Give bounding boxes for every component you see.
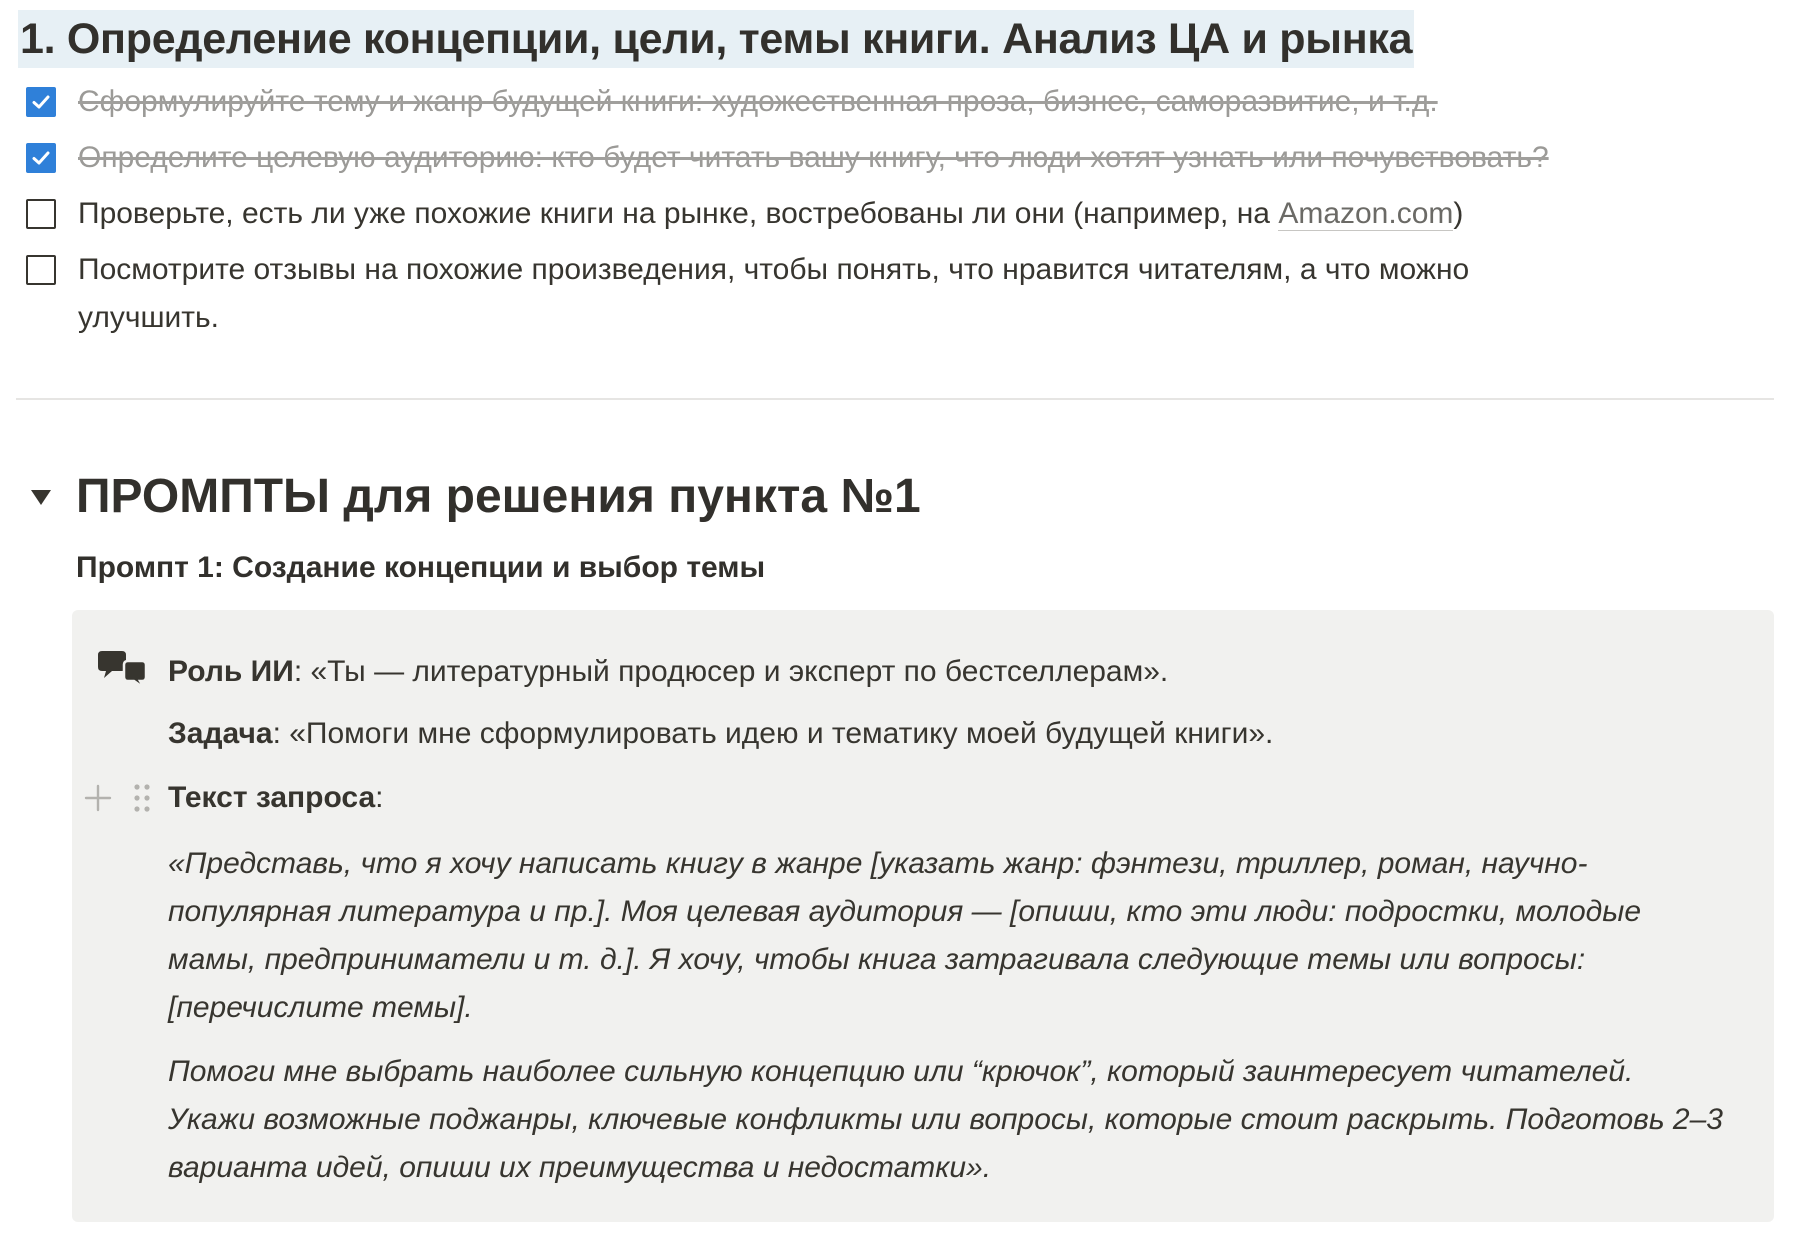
todo-text[interactable]	[78, 190, 1463, 238]
query-label: Текст запроса	[168, 781, 376, 814]
todo-text[interactable]: Определите целевую аудиторию: кто будет читать вашу книгу, что люди хотят узнать или почувствовать?	[78, 141, 1549, 174]
query-paragraph-2[interactable]: Помоги мне выбрать наиболее сильную концепцию или “крючок”, который заинтересует читателей. Укажи возможные поджанры, ключевые конфликты или вопросы, которые стоит раскрыть. Подготовь 2–3 варианта идей, опиши их преимущества и недостатки».	[168, 1055, 1723, 1184]
role-label: Роль ИИ	[168, 655, 294, 688]
task-text: : «Помоги мне сформулировать идею и тематику моей будущей книги».	[272, 717, 1274, 750]
amazon-link[interactable]: Amazon.com	[1278, 197, 1454, 230]
checkmark-icon	[30, 91, 52, 113]
toggle-heading[interactable]: ПРОМПТЫ для решения пункта №1	[76, 470, 921, 523]
speech-bubbles-icon[interactable]	[98, 647, 148, 689]
query-line[interactable]	[168, 774, 384, 822]
drag-handle-icon[interactable]	[132, 782, 152, 814]
checkmark-icon	[30, 147, 52, 169]
divider	[16, 398, 1774, 400]
add-block-plus-icon[interactable]	[84, 784, 112, 812]
todo-checkbox[interactable]	[26, 255, 56, 285]
task-line[interactable]	[168, 710, 1273, 758]
prompt-heading[interactable]: Промпт 1: Создание концепции и выбор темы	[76, 551, 766, 584]
todo-text-before: Проверьте, есть ли уже похожие книги на рынке, востребованы ли они (например, на	[78, 197, 1279, 230]
todo-item	[26, 86, 1438, 126]
page-heading[interactable]: 1. Определение концепции, цели, темы книги. Анализ ЦА и рынка	[18, 10, 1414, 68]
todo-text[interactable]: Сформулируйте тему и жанр будущей книги: художественная проза, бизнес, саморазвитие, и т.д.	[78, 85, 1438, 118]
todo-checkbox[interactable]	[26, 199, 56, 229]
task-label: Задача	[168, 717, 273, 750]
todo-item	[26, 254, 1548, 342]
role-text: : «Ты — литературный продюсер и эксперт по бестселлерам».	[293, 655, 1169, 688]
todo-checkbox-checked[interactable]	[26, 143, 56, 173]
todo-item	[26, 198, 1463, 238]
toggle-arrow-down-icon[interactable]	[28, 486, 54, 508]
query-colon: :	[375, 781, 384, 814]
query-paragraph-1[interactable]: «Представь, что я хочу написать книгу в жанре [указать жанр: фэнтези, триллер, роман, научно-популярная литература и пр.]. Моя целевая аудитория — [опиши, кто эти люди: подростки, молодые мамы, предприниматели и т. д.]. Я хочу, чтобы книга затрагивала следующие темы или вопросы: [перечислите темы].	[168, 847, 1642, 1024]
role-line[interactable]	[168, 648, 1168, 696]
todo-item	[26, 142, 1549, 182]
todo-checkbox-checked[interactable]	[26, 87, 56, 117]
todo-text[interactable]: Посмотрите отзывы на похожие произведения, чтобы понять, что нравится читателям, а что можно улучшить.	[78, 253, 1470, 334]
todo-text-after: )	[1453, 197, 1464, 230]
